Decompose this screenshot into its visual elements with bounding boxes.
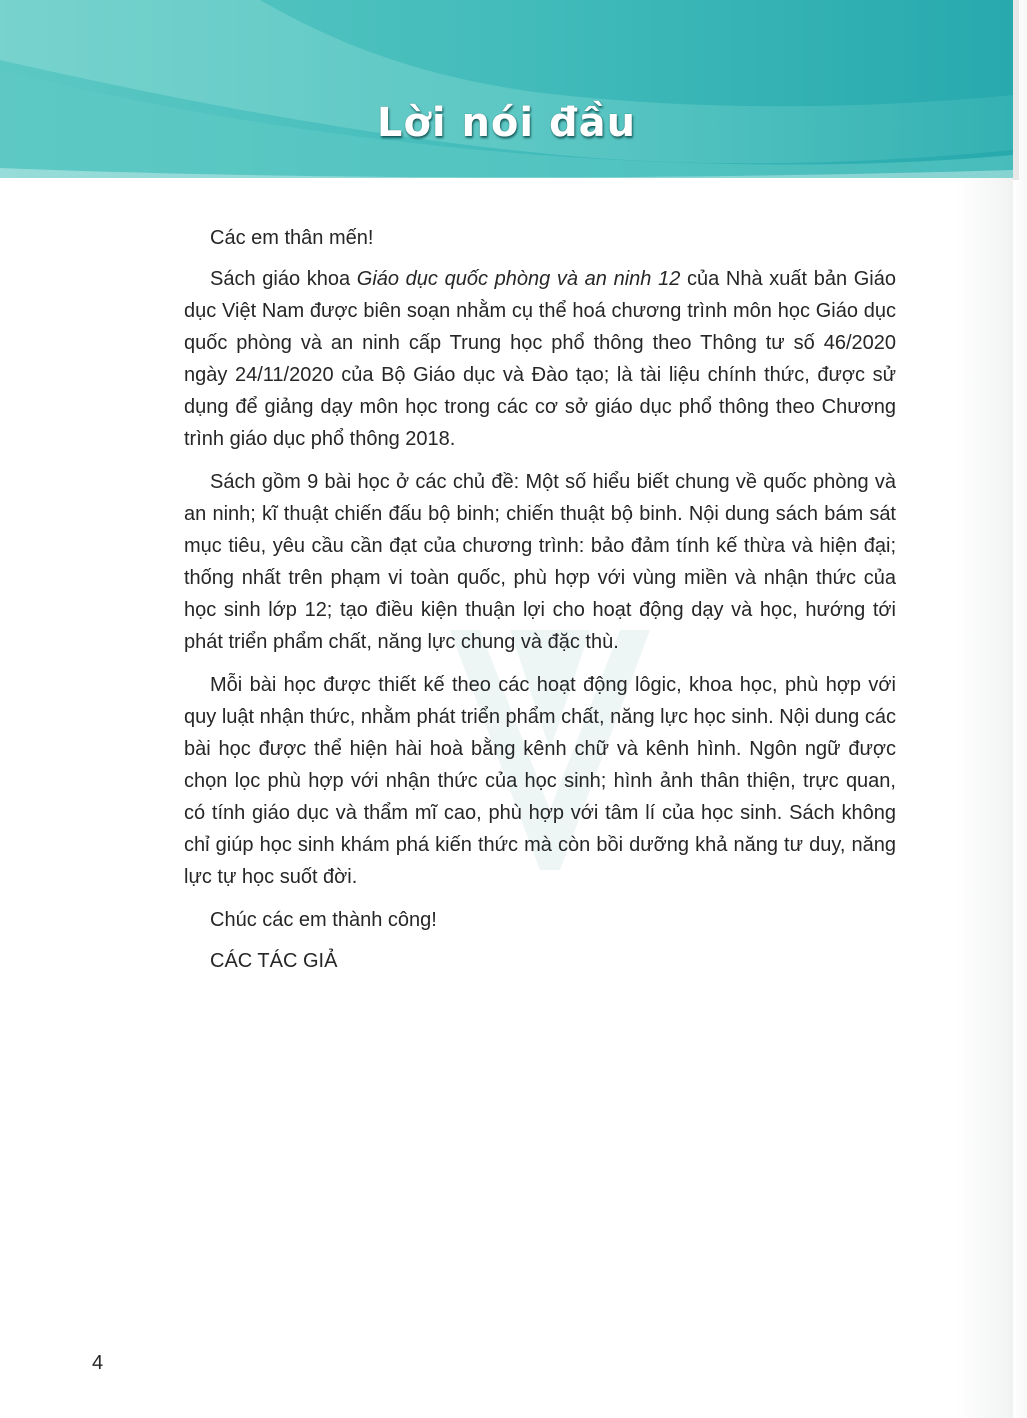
closing-line: Chúc các em thành công! xyxy=(210,909,437,931)
paragraph-1-rest: của Nhà xuất bản Giáo dục Việt Nam được biên soạn nhằm cụ thể hoá chương trình môn học Giáo dục quốc phòng và an ninh cấp Trung học phổ thông theo Thông tư số 46/2020 ngày 24/11/2020 của Bộ Giáo dục và Đào tạo; là tài liệu chính thức, được sử dụng để giảng dạy môn học trong các cơ sở giáo dục phổ thông theo Chương trình giáo dục phổ thông 2018. xyxy=(184,268,897,450)
paragraph-1-lead: Sách giáo khoa xyxy=(210,268,357,290)
book-title-italic: Giáo dục quốc phòng và an ninh 12 xyxy=(356,268,681,290)
preface-body xyxy=(184,222,896,988)
signature: CÁC TÁC GIẢ xyxy=(210,950,338,972)
page-right-edge xyxy=(1013,0,1027,1418)
paragraph-2: Sách gồm 9 bài học ở các chủ đề: Một số hiểu biết chung về quốc phòng và an ninh; kĩ thuật chiến đấu bộ binh; chiến thuật bộ binh. Nội dung sách bám sát mục tiêu, yêu cầu cần đạt của chương trình: bảo đảm tính kế thừa và hiện đại; thống nhất trên phạm vi toàn quốc, phù hợp với vùng miền và nhận thức của học sinh lớp 12; tạo điều kiện thuận lợi cho hoạt động dạy và học, hướng tới phát triển phẩm chất, năng lực chung và đặc thù. xyxy=(184,471,896,653)
page-title: Lời nói đầu xyxy=(376,100,637,146)
edge-tab xyxy=(1013,0,1019,180)
paragraph-1 xyxy=(184,263,896,455)
greeting: Các em thân mến! xyxy=(210,227,374,249)
paragraph-3: Mỗi bài học được thiết kế theo các hoạt động lôgic, khoa học, phù hợp với quy luật nhận thức, nhằm phát triển phẩm chất, năng lực học sinh. Nội dung các bài học được thể hiện hài hoà bằng kênh chữ và kênh hình. Ngôn ngữ được chọn lọc phù hợp với nhận thức của học sinh; hình ảnh thân thiện, trực quan, có tính giáo dục và thẩm mĩ cao, phù hợp với tâm lí của học sinh. Sách không chỉ giúp học sinh khám phá kiến thức mà còn bồi dưỡng khả năng tư duy, năng lực tự học suốt đời. xyxy=(184,674,896,888)
page-number: 4 xyxy=(92,1352,104,1374)
